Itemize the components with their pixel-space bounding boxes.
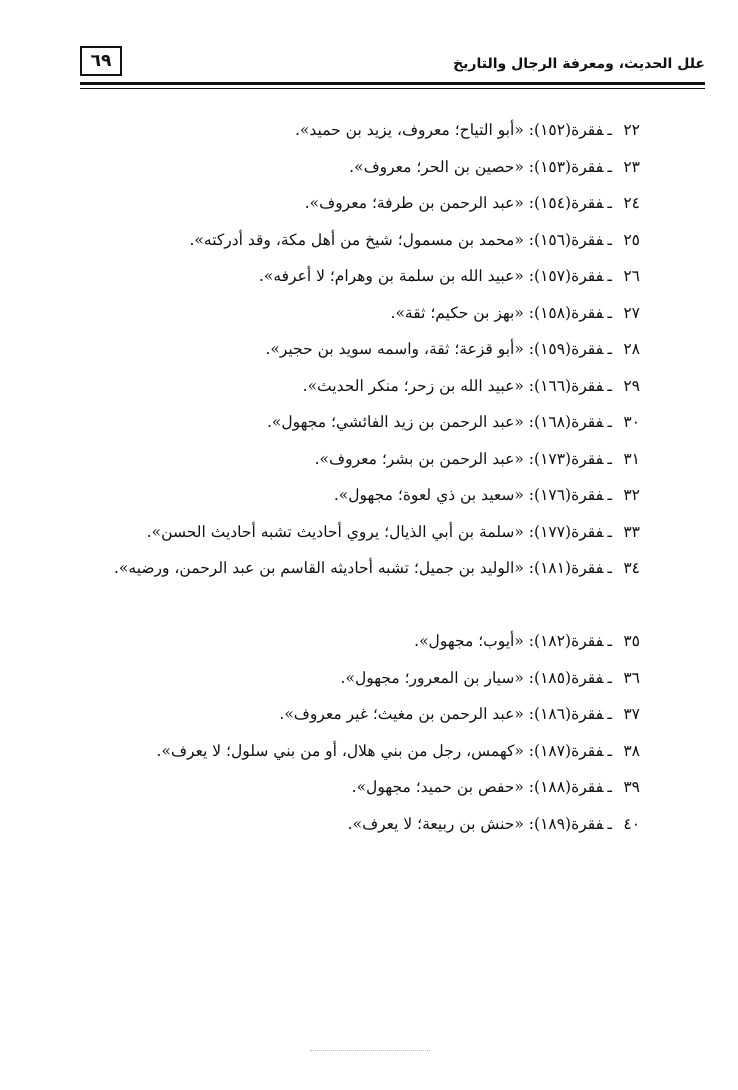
list-item	[70, 556, 640, 629]
entry-label: فقرة(١٧٧):	[528, 522, 604, 541]
entry-text: «بهز بن حكيم؛ ثقة».	[390, 303, 524, 322]
list-item	[70, 520, 640, 557]
header-title: علل الحديث، ومعرفة الرجال والتاريخ	[453, 56, 705, 72]
entry-number: ٣٣	[623, 522, 640, 541]
entry-text: «سيار بن المعرور؛ مجهول».	[340, 668, 524, 687]
entry-number: ٢٧	[623, 303, 640, 322]
entry-dash: ـ	[607, 303, 612, 322]
entry-number: ٢٢	[623, 121, 640, 139]
entry-text: «عبد الرحمن بن زيد الفائشي؛ مجهول».	[266, 413, 524, 431]
entry-label: فقرة(١٥٣):	[528, 157, 604, 176]
entry-text: «محمد بن مسمول؛ شيخ من أهل مكة، وقد أدركته».	[189, 230, 524, 249]
footer-dotted-line	[310, 1050, 430, 1052]
list-item	[70, 337, 640, 374]
list-item	[70, 264, 640, 301]
entry-text: «الوليد بن جميل؛ تشبه أحاديثه القاسم بن عبد الرحمن، ورضيه».	[113, 559, 524, 577]
entry-dash: ـ	[607, 705, 612, 723]
list-item	[70, 775, 640, 812]
entry-label: فقرة(١٥٢):	[528, 121, 604, 139]
entry-label: فقرة(١٨٩):	[528, 814, 604, 833]
entry-dash: ـ	[607, 376, 612, 395]
entry-text: «عبيد الله بن سلمة بن وهرام؛ لا أعرفه».	[258, 267, 524, 285]
entry-label: فقرة(١٨٢):	[528, 632, 604, 650]
header-rule-thin	[80, 88, 705, 89]
entry-dash: ـ	[607, 559, 612, 577]
entry-dash: ـ	[607, 230, 612, 249]
entry-label: فقرة(١٧٦):	[528, 486, 604, 504]
entry-label: فقرة(١٥٨):	[528, 303, 604, 322]
entry-dash: ـ	[607, 449, 612, 468]
entry-label: فقرة(١٥٦):	[528, 230, 604, 249]
entry-text: «عبد الرحمن بن مغيث؛ غير معروف».	[279, 705, 524, 723]
entry-text: «كهمس، رجل من بني هلال، أو من بني سلول؛ لا يعرف».	[156, 741, 524, 760]
entry-dash: ـ	[607, 814, 612, 833]
entry-label: فقرة(١٨٦):	[528, 705, 604, 723]
entry-number: ٣٦	[623, 668, 640, 687]
list-item	[70, 155, 640, 192]
entry-text: «أبو التياح؛ معروف، يزيد بن حميد».	[294, 121, 524, 139]
entry-label: فقرة(١٨٥):	[528, 668, 604, 687]
entry-label: فقرة(١٦٦):	[528, 376, 604, 395]
entry-dash: ـ	[607, 486, 612, 504]
entry-text: «حفص بن حميد؛ مجهول».	[351, 778, 524, 796]
entry-dash: ـ	[607, 413, 612, 431]
entry-number: ٤٠	[623, 814, 640, 833]
entry-label: فقرة(١٨٨):	[528, 778, 604, 796]
entry-label: فقرة(١٥٩):	[528, 340, 604, 358]
entry-text: «سعيد بن ذي لعوة؛ مجهول».	[333, 486, 524, 504]
list-item	[70, 812, 640, 849]
entry-dash: ـ	[607, 340, 612, 358]
entry-number: ٣٧	[623, 705, 640, 723]
entry-number: ٣٥	[623, 632, 640, 650]
entry-dash: ـ	[607, 668, 612, 687]
running-header	[80, 46, 705, 86]
list-item	[70, 374, 640, 411]
list-item	[70, 191, 640, 228]
entry-dash: ـ	[607, 522, 612, 541]
entry-label: فقرة(١٥٧):	[528, 267, 604, 285]
list-item	[70, 301, 640, 338]
entry-label: فقرة(١٦٨):	[528, 413, 604, 431]
list-item	[70, 410, 640, 447]
list-item	[70, 118, 640, 155]
entry-text: «عبيد الله بن زحر؛ منكر الحديث».	[302, 376, 524, 395]
entry-label: فقرة(١٧٣):	[528, 449, 604, 468]
entry-number: ٣١	[623, 449, 640, 468]
entry-text: «سلمة بن أبي الذيال؛ يروي أحاديث تشبه أحاديث الحسن».	[146, 522, 524, 541]
entry-number: ٣٠	[623, 413, 640, 431]
entry-text: «عبد الرحمن بن طرفة؛ معروف».	[304, 194, 524, 212]
entry-number: ٣٩	[623, 778, 640, 796]
entry-number: ٢٨	[623, 340, 640, 358]
entry-text: «حنش بن ربيعة؛ لا يعرف».	[347, 814, 524, 833]
list-item	[70, 629, 640, 666]
entry-dash: ـ	[607, 632, 612, 650]
entry-label: فقرة(١٥٤):	[528, 194, 604, 212]
entry-dash: ـ	[607, 741, 612, 760]
list-item	[70, 739, 640, 776]
entry-text: «عبد الرحمن بن بشر؛ معروف».	[314, 449, 524, 468]
entry-number: ٢٣	[623, 157, 640, 176]
entry-number: ٢٥	[623, 230, 640, 249]
entry-number: ٣٤	[623, 559, 640, 577]
entry-number: ٢٩	[623, 376, 640, 395]
entry-text: «أبو قزعة؛ ثقة، واسمه سويد بن حجير».	[265, 340, 524, 358]
entry-dash: ـ	[607, 157, 612, 176]
header-rule-thick	[80, 82, 705, 85]
list-item	[70, 228, 640, 265]
page-number: ٦٩	[80, 46, 122, 76]
entry-list	[70, 118, 640, 848]
entry-dash: ـ	[607, 194, 612, 212]
list-item	[70, 666, 640, 703]
entry-dash: ـ	[607, 267, 612, 285]
entry-number: ٣٢	[623, 486, 640, 504]
entry-label: فقرة(١٨٧):	[528, 741, 604, 760]
entry-number: ٢٤	[623, 194, 640, 212]
entry-text: «أيوب؛ مجهول».	[414, 632, 524, 650]
entry-number: ٣٨	[623, 741, 640, 760]
list-item	[70, 702, 640, 739]
entry-dash: ـ	[607, 121, 612, 139]
entry-text: «حصين بن الحر؛ معروف».	[349, 157, 524, 176]
entry-number: ٢٦	[623, 267, 640, 285]
entry-label: فقرة(١٨١):	[528, 559, 604, 577]
entry-dash: ـ	[607, 778, 612, 796]
list-item	[70, 483, 640, 520]
list-item	[70, 447, 640, 484]
